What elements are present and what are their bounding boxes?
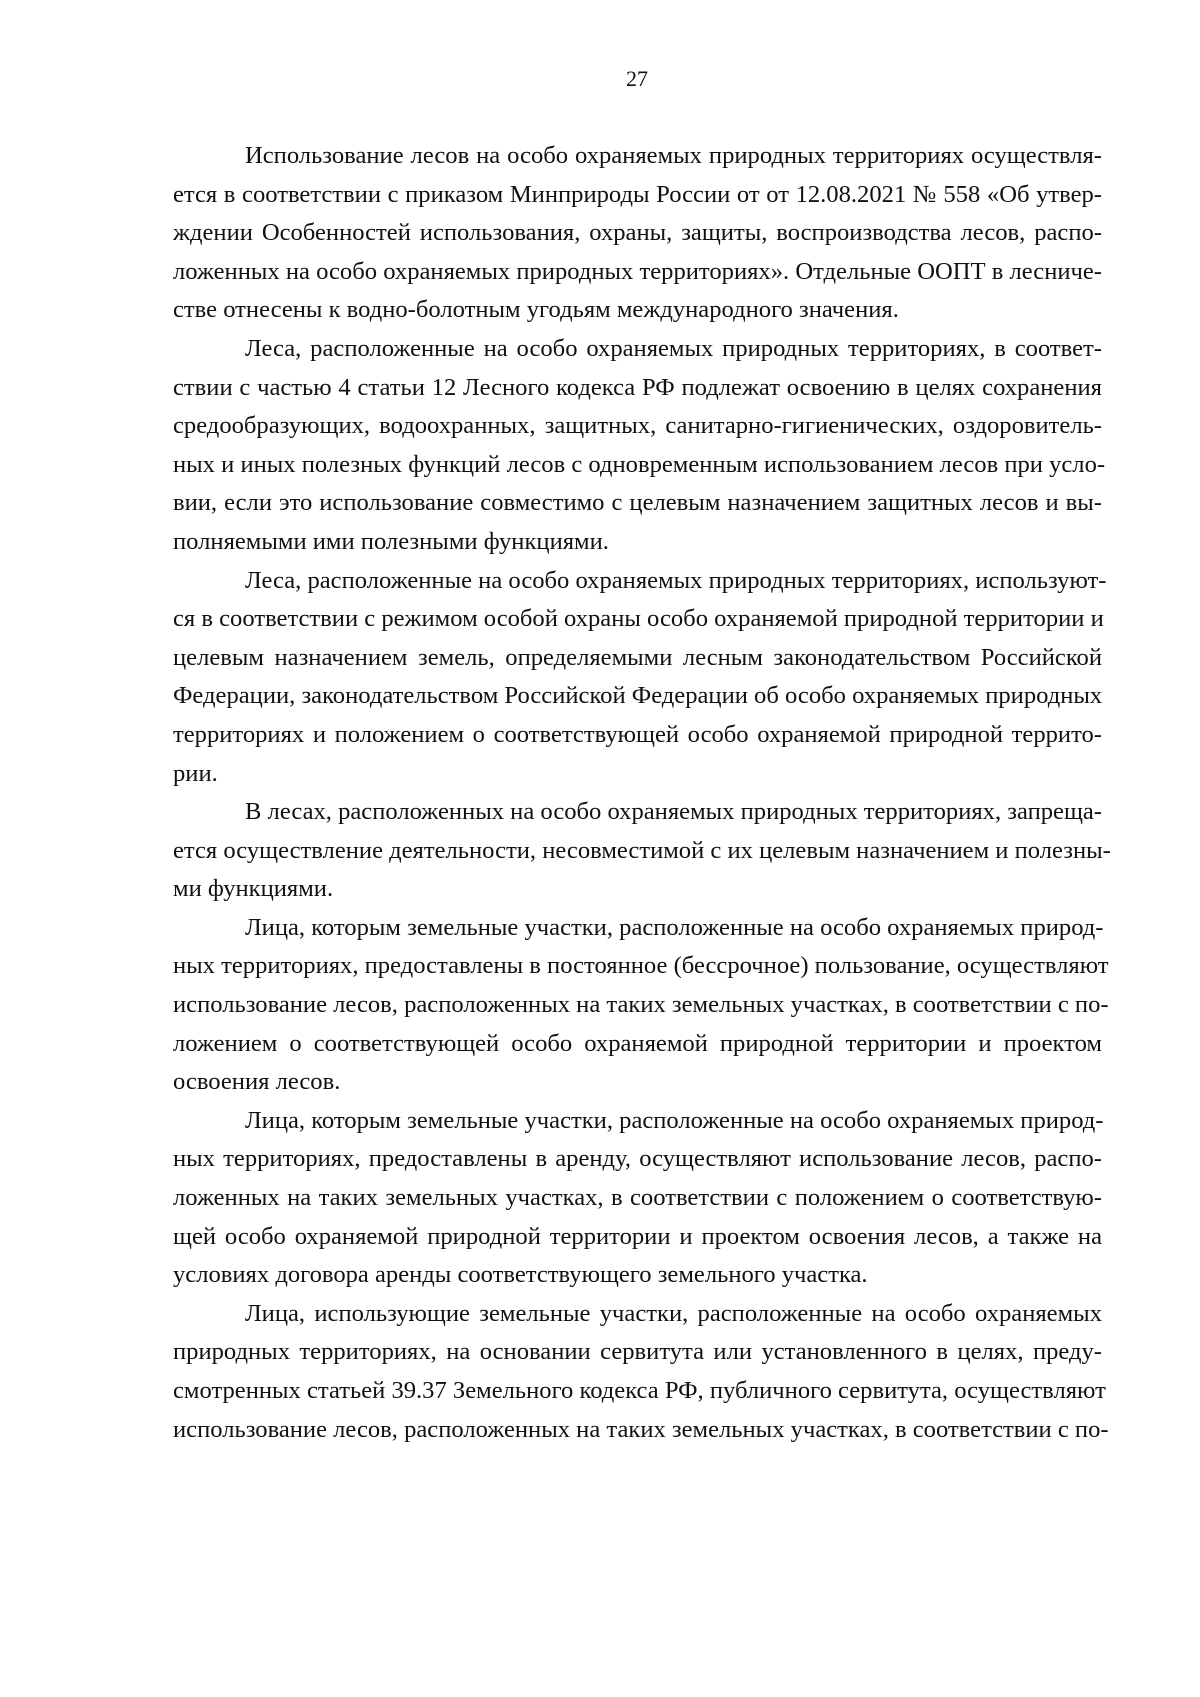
- paragraph: [173, 793, 1111, 909]
- text-line: смотренных статьей 39.37 Земельного кодекса РФ, публичного сервитута, осуществляют: [173, 1377, 1106, 1404]
- text-line: освоения лесов.: [173, 1068, 341, 1096]
- text-line: средообразующих, водоохранных, защитных, санитарно-гигиенических, оздоровитель-: [173, 412, 1102, 440]
- text-line: ствии с частью 4 статьи 12 Лесного кодекса РФ подлежат освоению в целях сохранения: [173, 373, 1102, 401]
- text-line: ется в соответствии с приказом Минприроды России от от 12.08.2021 № 558 «Об утвер-: [173, 180, 1102, 208]
- paragraph: [173, 909, 1109, 1102]
- text-line: Использование лесов на особо охраняемых природных территориях осуществля-: [245, 142, 1102, 169]
- text-line: Федерации, законодательством Российской Федерации об особо охраняемых природных: [173, 682, 1103, 710]
- text-line: ложенных на таких земельных участках, в соответствии с положением о соответствую-: [173, 1184, 1102, 1212]
- text-line: использование лесов, расположенных на таких земельных участках, в соответствии с по-: [173, 1415, 1109, 1443]
- text-line: ных и иных полезных функций лесов с одновременным использованием лесов при усло-: [173, 450, 1106, 478]
- text-line: рии.: [173, 759, 218, 787]
- text-line: ных территориях, предоставлены в постоянное (бессрочное) пользование, осуществляют: [173, 952, 1109, 980]
- paragraph: [173, 330, 1106, 562]
- text-line: условиях договора аренды соответствующего земельного участка.: [173, 1261, 868, 1289]
- text-line: ми функциями.: [173, 875, 334, 903]
- text-line: полняемыми ими полезными функциями.: [173, 527, 609, 555]
- text-line: Леса, расположенные на особо охраняемых природных территориях, в соответ-: [245, 334, 1102, 362]
- text-line: ных территориях, предоставлены в аренду, осуществляют использование лесов, распо-: [173, 1145, 1102, 1173]
- text-line: природных территориях, на основании сервитута или установленного в целях, преду-: [173, 1338, 1102, 1366]
- text-line: щей особо охраняемой природной территории и проектом освоения лесов, а также на: [173, 1222, 1102, 1250]
- text-line: ложением о соответствующей особо охраняемой природной территории и проектом: [173, 1029, 1102, 1057]
- page-number: 27: [626, 66, 648, 91]
- text-line: целевым назначением земель, определяемыми лесным законодательством Российской: [173, 643, 1102, 671]
- text-line: Лица, которым земельные участки, расположенные на особо охраняемых природ-: [245, 1106, 1104, 1134]
- paragraph: [173, 562, 1107, 794]
- text-line: В лесах, расположенных на особо охраняемых природных территориях, запреща-: [245, 798, 1102, 826]
- paragraph: [173, 137, 1102, 330]
- text-line: Леса, расположенные на особо охраняемых природных территориях, используют-: [245, 566, 1107, 594]
- text-line: территориях и положением о соответствующей особо охраняемой природной террито-: [173, 720, 1102, 748]
- text-line: ждении Особенностей использования, охраны, защиты, воспроизводства лесов, распо-: [173, 219, 1102, 247]
- text-line: ется осуществление деятельности, несовместимой с их целевым назначением и полезны-: [173, 836, 1111, 864]
- paragraph: [173, 1295, 1109, 1449]
- paragraph: [173, 1102, 1102, 1295]
- text-line: использование лесов, расположенных на таких земельных участках, в соответствии с по-: [173, 991, 1109, 1019]
- text-line: Лица, использующие земельные участки, расположенные на особо охраняемых: [245, 1299, 1102, 1327]
- page-body: [173, 137, 1111, 1449]
- text-line: стве отнесены к водно-болотным угодьям международного значения.: [173, 296, 899, 324]
- text-line: ложенных на особо охраняемых природных территориях». Отдельные ООПТ в лесниче-: [173, 257, 1102, 285]
- text-line: вии, если это использование совместимо с целевым назначением защитных лесов и вы-: [173, 489, 1102, 517]
- text-line: Лица, которым земельные участки, расположенные на особо охраняемых природ-: [245, 913, 1104, 941]
- text-line: ся в соответствии с режимом особой охраны особо охраняемой природной территории и: [173, 605, 1104, 633]
